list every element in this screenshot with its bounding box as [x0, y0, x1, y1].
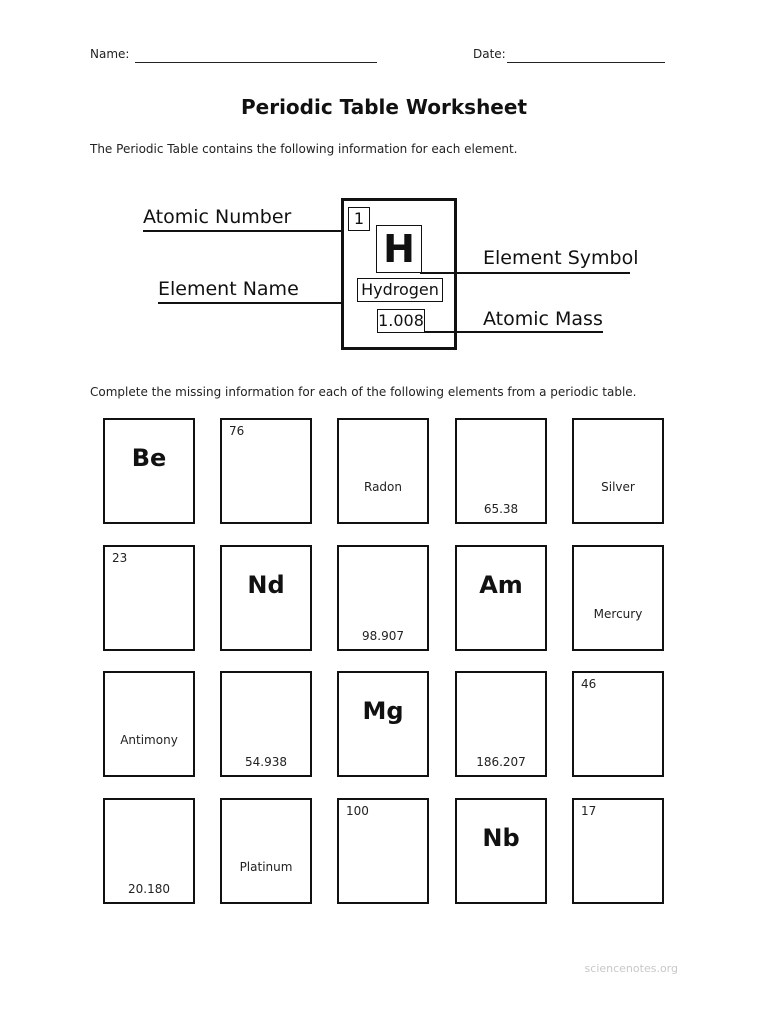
element-box[interactable] [572, 798, 664, 904]
element-box[interactable] [337, 418, 429, 524]
element-atomic-mass: 54.938 [245, 755, 287, 769]
element-box[interactable] [572, 418, 664, 524]
element-box[interactable] [455, 671, 547, 777]
element-box[interactable] [220, 418, 312, 524]
element-symbol-leader-line [420, 272, 630, 274]
element-box[interactable] [572, 545, 664, 651]
element-symbol: Am [479, 571, 523, 599]
atomic-number-label: Atomic Number [143, 206, 292, 228]
element-box[interactable] [455, 798, 547, 904]
element-box[interactable] [103, 798, 195, 904]
element-atomic-mass: 186.207 [476, 755, 526, 769]
element-name: Mercury [593, 607, 643, 621]
example-element-card [341, 198, 457, 350]
element-atomic-number: 76 [229, 424, 245, 438]
element-box[interactable] [572, 671, 664, 777]
element-name-label: Element Name [158, 278, 299, 300]
element-box[interactable] [103, 671, 195, 777]
element-atomic-mass: 20.180 [128, 882, 170, 896]
element-atomic-number: 23 [112, 551, 128, 565]
element-name: Radon [364, 480, 402, 494]
element-atomic-number: 17 [581, 804, 597, 818]
element-atomic-mass: 98.907 [362, 629, 404, 643]
example-atomic-number: 1 [348, 207, 370, 231]
site-watermark: sciencenotes.org [584, 962, 678, 975]
date-label: Date: [473, 47, 506, 61]
element-atomic-number: 100 [346, 804, 369, 818]
element-box[interactable] [337, 671, 429, 777]
element-symbol: Nd [247, 571, 285, 599]
intro-text: The Periodic Table contains the following information for each element. [90, 142, 518, 156]
atomic-mass-label: Atomic Mass [483, 308, 603, 330]
element-symbol: Mg [362, 697, 404, 725]
example-mass: 1.008 [377, 309, 425, 333]
element-box[interactable] [220, 671, 312, 777]
element-box[interactable] [337, 798, 429, 904]
date-field[interactable] [507, 62, 665, 63]
element-name: Platinum [239, 860, 293, 874]
page-title: Periodic Table Worksheet [240, 95, 527, 119]
element-box[interactable] [455, 418, 547, 524]
element-symbol-label: Element Symbol [483, 247, 639, 269]
element-name-leader-line [158, 302, 355, 304]
element-box[interactable] [337, 545, 429, 651]
element-atomic-mass: 65.38 [483, 502, 519, 516]
element-box[interactable] [103, 545, 195, 651]
element-key-diagram [0, 190, 768, 360]
example-symbol: H [376, 225, 422, 273]
instructions-text: Complete the missing information for each of the following elements from a periodic table. [90, 385, 637, 399]
example-name: Hydrogen [357, 278, 443, 302]
element-name: Antimony [120, 733, 178, 747]
element-atomic-number: 46 [581, 677, 597, 691]
element-box[interactable] [220, 545, 312, 651]
element-symbol: Nb [482, 824, 520, 852]
name-label: Name: [90, 47, 130, 61]
name-field[interactable] [135, 62, 377, 63]
atomic-mass-leader-line [425, 331, 603, 333]
element-symbol: Be [131, 444, 167, 472]
element-name: Silver [601, 480, 635, 494]
element-box[interactable] [455, 545, 547, 651]
element-box[interactable] [103, 418, 195, 524]
element-box[interactable] [220, 798, 312, 904]
atomic-number-leader-line [143, 230, 345, 232]
